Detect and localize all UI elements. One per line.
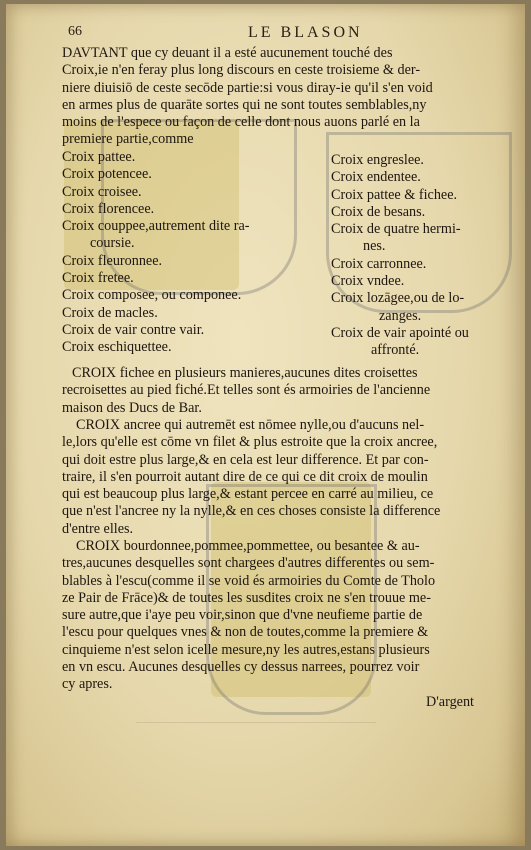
text-line: que n'est l'ancree ny la nylle,& en ces choses consiste la difference	[62, 503, 441, 520]
text-line: le,lors qu'elle est cōme vn filet & plus estroite que la croix ancree,	[62, 434, 438, 451]
intro-line: Croix,ie n'en feray plus long discours en ceste troisieme & der-	[62, 62, 421, 79]
text-line: en vn escu. Aucunes desquelles cy dessus narrees, pourrez voir	[62, 659, 420, 676]
list-item: nes.	[363, 238, 386, 255]
cross-list-left	[62, 149, 250, 357]
list-item: Croix florencee.	[62, 200, 155, 217]
text-line: qui doit estre plus large,& en cela est leur difference. Et par con-	[62, 451, 429, 468]
list-item: Croix de besans.	[331, 203, 426, 220]
list-item: Croix de macles.	[62, 304, 158, 321]
list-item: zanges.	[379, 307, 422, 324]
list-item: coursie.	[90, 235, 135, 252]
list-item: Croix carronnee.	[331, 255, 427, 272]
list-item: Croix eschiquettee.	[62, 339, 172, 356]
intro-line: premiere partie,comme	[62, 131, 194, 148]
paragraph-croix-fichee	[62, 365, 430, 417]
intro-line: DAVTANT que cy deuant il a esté aucunement touché des	[62, 45, 393, 61]
list-item: Croix vndee.	[331, 273, 405, 290]
text-line: l'escu pour quelques vnes & non de toutes,comme la premiere &	[62, 624, 429, 641]
book-page	[6, 4, 525, 846]
list-item: Croix de vair apointé ou	[331, 324, 469, 341]
list-item: Croix potencee.	[62, 166, 152, 183]
text-line: maison des Ducs de Bar.	[62, 399, 202, 416]
text-line: traire, il s'en pourroit autant dire de ce qui ce dit croix de moulin	[62, 468, 428, 485]
paragraph-croix-bourdonnee	[62, 538, 435, 694]
list-item: Croix de quatre hermi-	[331, 221, 461, 238]
list-item: Croix pattee.	[62, 149, 136, 165]
text-line: CROIX ancree qui autremēt est nōmee nylle,ou d'aucuns nel-	[76, 417, 425, 433]
text-line: ze Pair de Frāce)& de toutes les susdites croix ne s'en trouue me-	[62, 589, 431, 606]
show-through-mirror-text	[296, 304, 406, 344]
text-line: recroisettes au pied fiché.Et telles sont és armoiries de l'ancienne	[62, 382, 431, 399]
running-head: LE BLASON	[248, 24, 363, 41]
list-item: Croix endentee.	[331, 169, 421, 186]
text-line: qui est beaucoup plus large,& estant percee en carré au milieu, ce	[62, 486, 434, 503]
intro-paragraph	[62, 45, 433, 149]
list-item: Croix engreslee.	[331, 152, 424, 168]
text-line: CROIX fichee en plusieurs manieres,aucunes dites croisettes	[72, 365, 418, 381]
list-item: Croix composee, ou componee.	[62, 287, 242, 304]
text-line: sure autre,que i'aye peu voir,sinon que d'vne neufieme partie de	[62, 607, 423, 624]
paragraph-croix-ancree	[62, 417, 440, 538]
intro-line: moins de l'espece ou façon de celle dont nous auons parlé en la	[62, 114, 420, 131]
catchword: D'argent	[426, 694, 474, 710]
list-item: Croix lozāgee,ou de lo-	[331, 290, 465, 307]
list-item: Croix croisee.	[62, 183, 142, 200]
intro-line: niere diuisiō de ceste secōde partie:si vous diray-ie qu'il s'en void	[62, 79, 433, 96]
text-line: cy apres.	[62, 676, 113, 693]
page-header	[68, 24, 498, 44]
page-number: 66	[68, 24, 82, 39]
show-through-mirror-text	[136, 722, 376, 773]
text-line: d'entre elles.	[62, 520, 134, 537]
list-item: Croix pattee & fichee.	[331, 186, 458, 203]
list-item: Croix couppee,autrement dite ra-	[62, 218, 250, 235]
list-item: Croix fleuronnee.	[62, 252, 163, 269]
text-line: blables à l'escu(comme il se void és armoiries du Comte de Tholo	[62, 572, 436, 589]
text-line: cinquieme n'est selon icelle mesure,ny les autres,estans plusieurs	[62, 641, 430, 658]
intro-line: en armes plus de quarāte sortes qui ne sont toutes semblables,ny	[62, 96, 427, 113]
list-item: Croix de vair contre vair.	[62, 321, 205, 338]
list-item: affronté.	[371, 342, 420, 359]
list-item: Croix fretee.	[62, 270, 134, 287]
text-line: CROIX bourdonnee,pommee,pommettee, ou besantee & au-	[76, 538, 420, 554]
text-line: tres,aucunes desquelles sont chargees d'autres differentes ou sem-	[62, 555, 435, 572]
